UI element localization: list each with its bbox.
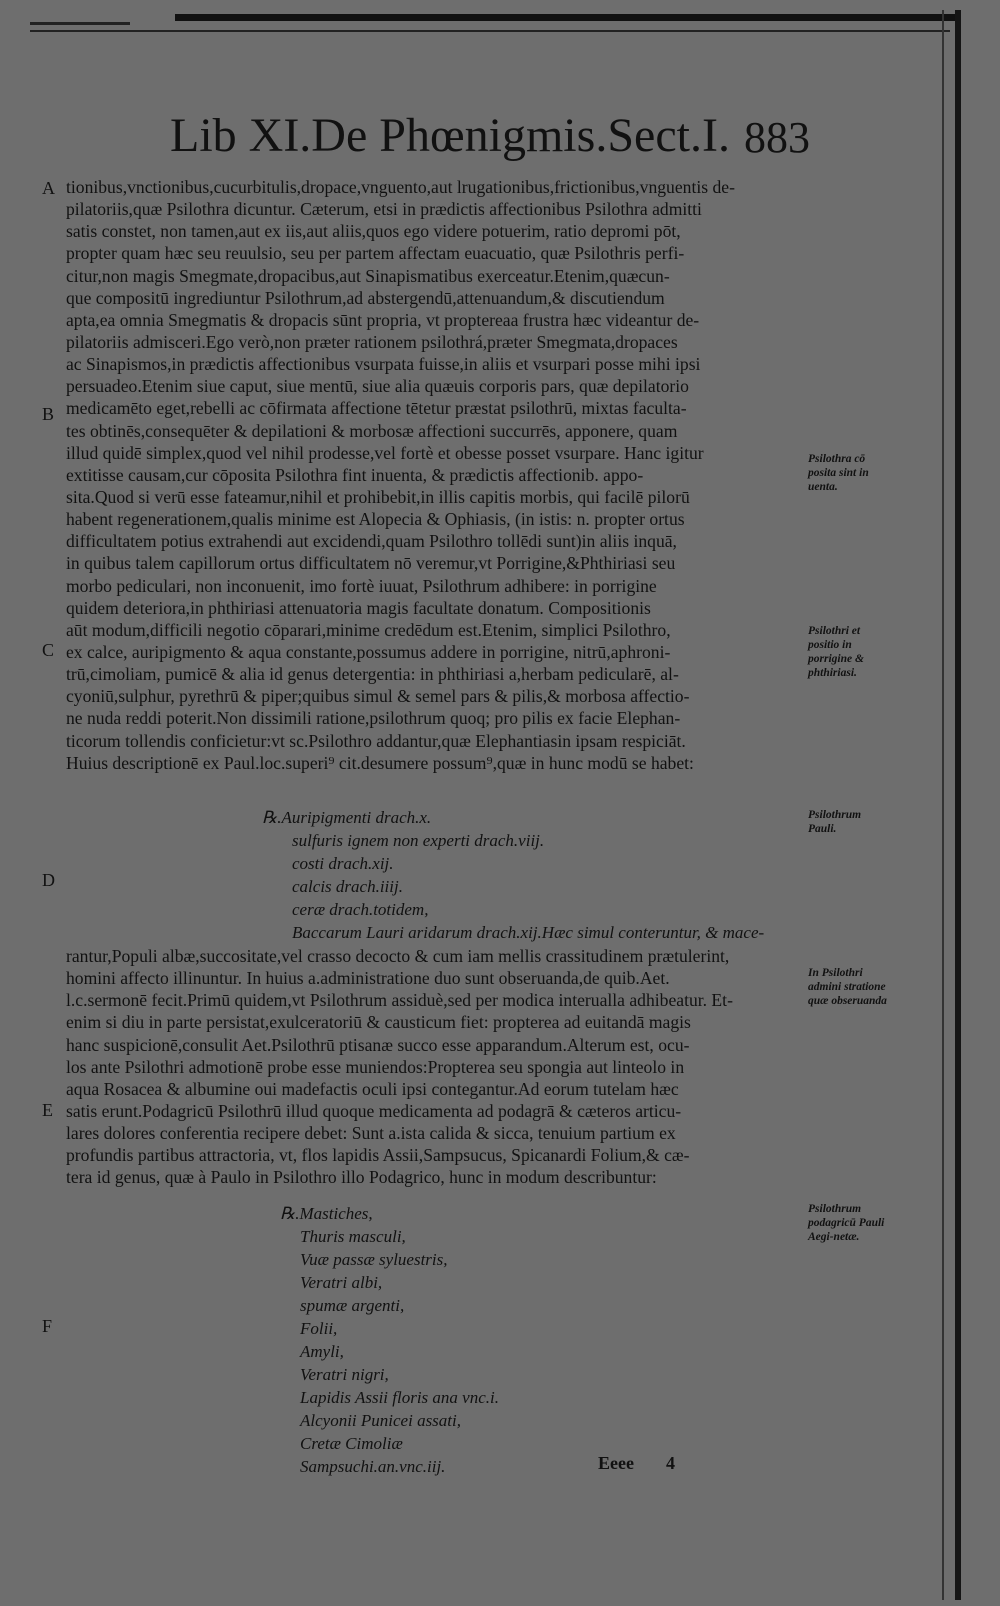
text-line: pilatoriis,quæ Psilothra dicuntur. Cæterum, etsi in prædictis affectionibus Psilothra admitti	[66, 199, 702, 220]
recipe-line: ceræ drach.totidem,	[292, 900, 429, 919]
margin-letter-e: E	[42, 1100, 53, 1120]
recipe-line: Veratri albi,	[300, 1273, 383, 1292]
margin-letter-f: F	[42, 1316, 53, 1336]
recipe-line: Alcyonii Punicei assati,	[300, 1411, 461, 1430]
header-title: Lib XI.De Phœnigmis.Sect.I.	[170, 109, 730, 162]
text-line: ac Sinapismos,in prædictis affectionibus vsurpata fuisse,in aliis et vsurpari posse mihi ipsi	[66, 354, 701, 375]
recipe-line: Amyli,	[300, 1342, 344, 1361]
top-left-rule	[30, 22, 130, 25]
margin-note: Psilothri et positio in porrigine & phthiriasi.	[808, 625, 864, 679]
text-line: tera id genus, quæ à Paulo in Psilothro illo Podagrico, hunc in modum describuntur:	[66, 1167, 657, 1188]
text-line: homini affecto illinuntur. In huius a.administratione duo sunt obseruanda,de quib.Aet.	[66, 968, 670, 989]
page-number: 883	[744, 113, 810, 162]
recipe-line: Cretæ Cimoliæ	[300, 1434, 403, 1453]
recipe-line: calcis drach.iiij.	[292, 877, 403, 896]
text-line: illud quidē simplex,quod vel nihil prodesse,vel fortè et obesse posset vsurpare. Hanc igitur	[66, 442, 704, 463]
text-line: persuadeo.Etenim siue caput, siue mentū, siue alia quæuis corporis pars, quæ depilatorio	[66, 376, 689, 397]
text-line: profundis partibus attractoria, vt, flos lapidis Assii,Sampsucus, Spicanardi Folium,& cæ-	[66, 1145, 690, 1166]
text-line: cyoniū,sulphur, pyrethrū & piper;quibus simul & semel pars & pilis,& morbosa affectio-	[66, 686, 690, 707]
text-line: aqua Rosacea & albumine oui madefactis oculi ipsi contegantur.Ad eorum tutelam hæc	[66, 1078, 679, 1099]
top-thin-rule	[30, 30, 950, 32]
text-line: apta,ea omnia Smegmatis & dropacis sūnt propria, vt proptereaa frustra hæc videantur de-	[66, 309, 700, 330]
margin-letter-d: D	[42, 870, 55, 890]
text-line: citur,non magis Smegmate,dropacibus,aut Sinapismatibus exerceatur.Etenim,quæcun-	[66, 265, 670, 286]
recipe-line: Thuris masculi,	[300, 1227, 406, 1246]
text-line: trū,cimoliam, pumicē & alia id genus detergentia: in phthiriasi a,herbam pedicularē, al-	[66, 664, 679, 685]
page-edge	[955, 10, 961, 1600]
text-line: morbo pediculari, non inconuenit, imo fortè iuuat, Psilothrum adhibere: in porrigine	[66, 575, 657, 596]
text-line: rantur,Populi albæ,succositate,vel crasso decocto & cum iam mellis crassitudinem prætulerint,	[66, 946, 730, 966]
recipe-line: Lapidis Assii floris ana vnc.i.	[300, 1388, 499, 1407]
margin-letter-b: B	[42, 404, 55, 424]
text-line: ne nuda reddi poterit.Non dissimili ratione,psilothrum quoq; pro pilis ex facie Elephan-	[66, 708, 681, 729]
recipe-line: Vuæ passæ syluestris,	[300, 1250, 448, 1269]
text-line: lares dolores conferentia recipere debet: Sunt a.ista calida & sicca, tenuium partium ex	[66, 1123, 676, 1144]
text-line: ex calce, auripigmento & aqua constante,possumus addere in porrigine, nitrū,aphroni-	[66, 641, 671, 662]
text-line: tionibus,vnctionibus,cucurbitulis,dropace,vnguento,aut lrugationibus,frictionibus,vnguentis de-	[66, 177, 735, 197]
text-line: sita.Quod si verū esse fateamur,nihil et prohibebit,in illis capitis morbis, qui facilē pilorū	[66, 486, 690, 507]
text-line: difficultatem potius extrahendi aut excidendi,quam Psilothro tollēdi sunt)in aliis inquā,	[66, 531, 677, 552]
text-line: satis constet, non tamen,aut ex iis,aut aliis,quos ego videre potuerim, ratio depromi pōt,	[66, 221, 681, 242]
text-line: propter quam hæc seu reuulsio, seu per partem affectam euacuatio, quæ Psilothris perfi-	[66, 243, 685, 264]
text-line: aūt modum,difficili negotio cōparari,minime credēdum est.Etenim, simplici Psilothro,	[66, 619, 671, 640]
text-line: ticorum tollendis conficietur:vt sc.Psilothro addantur,quæ Elephantiasin ipsam respiciāt.	[66, 730, 686, 751]
recipe-line: Baccarum Lauri aridarum drach.xij.Hæc simul conteruntur, & mace-	[292, 923, 765, 942]
running-header	[170, 108, 810, 168]
text-line: l.c.sermonē fecit.Primū quidem,vt Psilothrum assiduè,sed per modica interualla adhibeatur. Et-	[66, 990, 733, 1011]
page-edge-line	[942, 10, 944, 1600]
body-text-block-1	[66, 176, 794, 774]
recipe-line: costi drach.xij.	[292, 854, 394, 873]
recipe-line: ℞.Auripigmenti drach.x.	[262, 808, 432, 827]
recipe-line: Sampsuchi.an.vnc.iij.	[300, 1457, 446, 1476]
text-line: pilatoriis admisceri.Ego verò,non præter rationem psilothrá,præter Smegmata,dropaces	[66, 331, 678, 352]
body-text-block-2	[66, 945, 794, 1189]
recipe-line: Folii,	[300, 1319, 338, 1338]
text-line: in quibus talem capillorum ortus difficultatem nō veremur,vt Porrigine,&Phthiriasi seu	[66, 553, 676, 574]
text-line: satis erunt.Podagricū Psilothrū illud quoque medicamenta ad podagrā & cæteros articu-	[66, 1100, 682, 1121]
signature-number: 4	[666, 1453, 675, 1473]
text-line: que compositū ingrediuntur Psilothrum,ad abstergendū,attenuandum,& discutiendum	[66, 287, 665, 308]
recipe-line: sulfuris ignem non experti drach.viij.	[292, 831, 545, 850]
margin-note: In Psilothri admini stratione quæ obseruanda	[808, 967, 887, 1007]
margin-note: Psilothra cō posita sint in uenta.	[808, 453, 869, 493]
margin-letter-c: C	[42, 640, 55, 660]
margin-note: Psilothrum Pauli.	[808, 809, 862, 835]
top-rule	[175, 14, 955, 21]
margin-letter-a: A	[42, 178, 55, 198]
text-line: los ante Psilothri admotionē probe esse muniendos:Propterea seu spongia aut linteolo in	[66, 1056, 685, 1077]
text-line: quidem deteriora,in phthiriasi attenuatoria magis facultate donatum. Compositionis	[66, 597, 651, 618]
text-line: habent regenerationem,qualis minime est Alopecia & Ophiasis, (in istis: n. propter ortus	[66, 509, 685, 530]
recipe-line: ℞.Mastiches,	[280, 1204, 373, 1223]
text-line: Huius descriptionē ex Paul.loc.superi⁹ cit.desumere possum⁹,quæ in hunc modū se habet:	[66, 752, 694, 773]
text-line: medicamēto eget,rebelli ac cōfirmata affectione tētetur præstat psilothrū, mixtas faculta-	[66, 398, 687, 419]
recipe-line: Veratri nigri,	[300, 1365, 389, 1384]
text-line: tes obtinēs,consequēter & depilationi & morbosæ affectioni succurrēs, apponere, quam	[66, 420, 678, 441]
text-line: enim si diu in parte persistat,exulceratoriū & causticum fiet: propterea ad euitandā magis	[66, 1012, 691, 1033]
recipe-line: spumæ argenti,	[300, 1296, 405, 1315]
text-line: hanc suspicionē,consulit Aet.Psilothrū ptisanæ succo esse apparandum.Alterum est, ocu-	[66, 1034, 690, 1055]
signature-mark: Eeee	[598, 1453, 634, 1473]
margin-note: Psilothrum podagricū Pauli Aegi-netæ.	[808, 1203, 885, 1243]
text-line: extitisse causam,cur cōposita Psilothra fint inuenta, & prædictis affectionib. appo-	[66, 464, 644, 485]
